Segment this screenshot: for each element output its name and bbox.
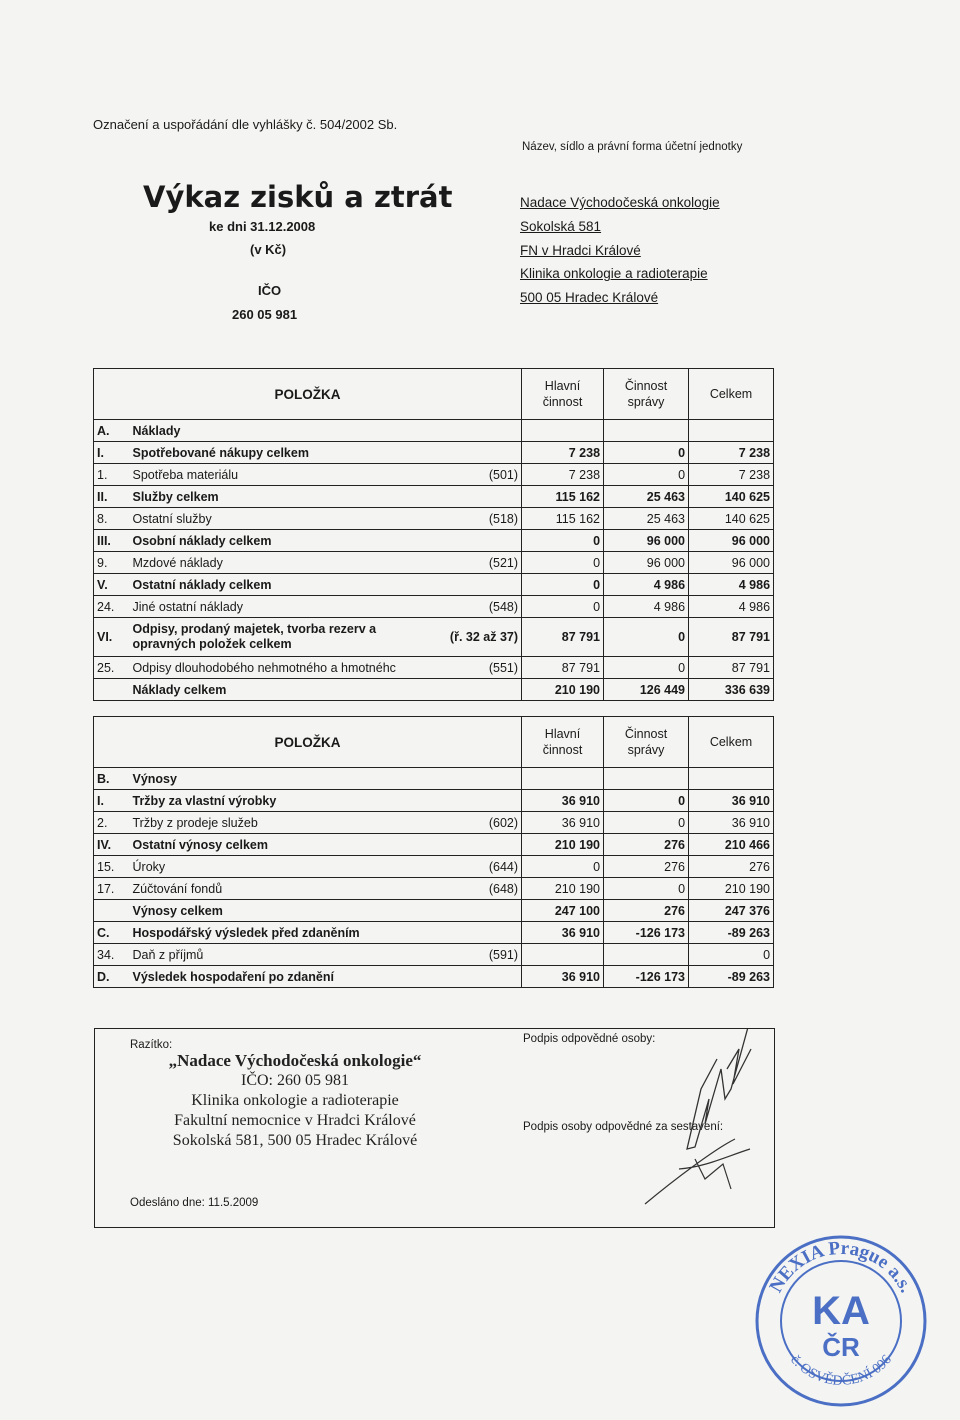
entity-street: Sokolská 581 bbox=[520, 218, 602, 234]
row-code: (591) bbox=[430, 944, 522, 966]
stamp-hospital: Fakultní nemocnice v Hradci Králové bbox=[174, 1112, 416, 1129]
row-label: Tržby za vlastní výrobky bbox=[130, 790, 430, 812]
row-code bbox=[430, 768, 522, 790]
row-mark: B. bbox=[94, 768, 130, 790]
row-label: Jiné ostatní náklady bbox=[130, 596, 430, 618]
handwritten-signature bbox=[635, 1029, 773, 1225]
row-code bbox=[430, 966, 522, 988]
row-mark: 25. bbox=[94, 657, 130, 679]
row-mark: 2. bbox=[94, 812, 130, 834]
row-admin-activity: 96 000 bbox=[604, 530, 689, 552]
table-row bbox=[94, 966, 774, 988]
ico-label: IČO bbox=[258, 283, 282, 298]
costs-header-row bbox=[94, 369, 774, 420]
preparer-signature-label: Podpis osoby odpovědné za sestavení: bbox=[523, 1121, 724, 1133]
row-total bbox=[689, 768, 774, 790]
row-label: Ostatní výnosy celkem bbox=[130, 834, 430, 856]
row-total: 0 bbox=[689, 944, 774, 966]
seal-center-bottom: ČR bbox=[822, 1332, 860, 1362]
row-main-activity: 87 791 bbox=[522, 657, 604, 679]
row-admin-activity: 96 000 bbox=[604, 552, 689, 574]
row-code: (ř. 32 až 37) bbox=[430, 618, 522, 657]
row-code: (551) bbox=[430, 657, 522, 679]
table-row bbox=[94, 922, 774, 944]
row-total: 87 791 bbox=[689, 618, 774, 657]
row-total: 140 625 bbox=[689, 508, 774, 530]
row-admin-activity: 126 449 bbox=[604, 679, 689, 701]
row-total: 4 986 bbox=[689, 574, 774, 596]
row-main-activity: 36 910 bbox=[522, 790, 604, 812]
row-label: Náklady bbox=[130, 420, 430, 442]
row-mark: 1. bbox=[94, 464, 130, 486]
table-row bbox=[94, 420, 774, 442]
row-code bbox=[430, 679, 522, 701]
row-label: Mzdové náklady bbox=[130, 552, 430, 574]
report-date: ke dni 31.12.2008 bbox=[209, 219, 316, 234]
row-admin-activity: 0 bbox=[604, 618, 689, 657]
row-admin-activity bbox=[604, 768, 689, 790]
row-total: 7 238 bbox=[689, 464, 774, 486]
row-admin-activity bbox=[604, 420, 689, 442]
row-main-activity: 0 bbox=[522, 596, 604, 618]
row-admin-activity: 0 bbox=[604, 790, 689, 812]
revenues-header-row bbox=[94, 717, 774, 768]
table-row bbox=[94, 464, 774, 486]
row-mark: 9. bbox=[94, 552, 130, 574]
table-row bbox=[94, 834, 774, 856]
row-code bbox=[430, 486, 522, 508]
row-total: 87 791 bbox=[689, 657, 774, 679]
row-mark: I. bbox=[94, 442, 130, 464]
row-mark: 34. bbox=[94, 944, 130, 966]
row-total: 336 639 bbox=[689, 679, 774, 701]
row-total: 96 000 bbox=[689, 530, 774, 552]
row-main-activity: 7 238 bbox=[522, 442, 604, 464]
signature-box bbox=[94, 1028, 775, 1228]
item-header: POLOŽKA bbox=[94, 369, 522, 420]
row-total: 140 625 bbox=[689, 486, 774, 508]
row-total: 36 910 bbox=[689, 812, 774, 834]
row-label: Osobní náklady celkem bbox=[130, 530, 430, 552]
entity-address bbox=[520, 191, 720, 310]
revenues-table bbox=[93, 716, 774, 988]
entity-city: 500 05 Hradec Králové bbox=[520, 290, 659, 306]
row-code: (548) bbox=[430, 596, 522, 618]
row-main-activity: 247 100 bbox=[522, 900, 604, 922]
row-total: -89 263 bbox=[689, 966, 774, 988]
row-code bbox=[430, 900, 522, 922]
row-label: Odpisy, prodaný majetek, tvorba rezerv a opravných položek celkem bbox=[130, 618, 430, 657]
row-main-activity: 210 190 bbox=[522, 834, 604, 856]
entity-name: Nadace Východočeská onkologie bbox=[520, 195, 720, 210]
row-mark: D. bbox=[94, 966, 130, 988]
row-mark: 17. bbox=[94, 878, 130, 900]
row-main-activity: 7 238 bbox=[522, 464, 604, 486]
row-mark: II. bbox=[94, 486, 130, 508]
row-admin-activity: 4 986 bbox=[604, 574, 689, 596]
row-mark: C. bbox=[94, 922, 130, 944]
table-row bbox=[94, 508, 774, 530]
table-row bbox=[94, 768, 774, 790]
table-row bbox=[94, 596, 774, 618]
admin-activity-header: Činnost správy bbox=[604, 717, 689, 768]
row-label: Spotřebované nákupy celkem bbox=[130, 442, 430, 464]
row-code bbox=[430, 922, 522, 944]
row-code bbox=[430, 530, 522, 552]
row-main-activity: 36 910 bbox=[522, 812, 604, 834]
entity-caption: Název, sídlo a právní forma účetní jednotky bbox=[522, 141, 743, 153]
row-total: 276 bbox=[689, 856, 774, 878]
row-admin-activity: 4 986 bbox=[604, 596, 689, 618]
row-label: Služby celkem bbox=[130, 486, 430, 508]
row-code: (644) bbox=[430, 856, 522, 878]
row-label: Úroky bbox=[130, 856, 430, 878]
row-total: 36 910 bbox=[689, 790, 774, 812]
row-admin-activity: 0 bbox=[604, 812, 689, 834]
row-admin-activity: 0 bbox=[604, 464, 689, 486]
row-admin-activity: 276 bbox=[604, 834, 689, 856]
row-total: 247 376 bbox=[689, 900, 774, 922]
row-main-activity: 0 bbox=[522, 552, 604, 574]
row-main-activity: 115 162 bbox=[522, 508, 604, 530]
total-header: Celkem bbox=[689, 717, 774, 768]
row-code bbox=[430, 420, 522, 442]
row-code: (501) bbox=[430, 464, 522, 486]
seal-bottom-text: č. OSVĚDČENÍ 096 bbox=[787, 1352, 895, 1389]
stamp-ico: IČO: 260 05 981 bbox=[241, 1072, 349, 1089]
row-mark: IV. bbox=[94, 834, 130, 856]
row-main-activity bbox=[522, 768, 604, 790]
row-main-activity: 115 162 bbox=[522, 486, 604, 508]
row-mark: III. bbox=[94, 530, 130, 552]
main-activity-header: Hlavní činnost bbox=[522, 717, 604, 768]
table-row bbox=[94, 530, 774, 552]
table-row bbox=[94, 790, 774, 812]
row-total: 96 000 bbox=[689, 552, 774, 574]
table-row bbox=[94, 679, 774, 701]
ico-value: 260 05 981 bbox=[232, 307, 298, 322]
organization-stamp bbox=[145, 1051, 445, 1151]
row-code bbox=[430, 790, 522, 812]
table-row bbox=[94, 442, 774, 464]
row-admin-activity: 0 bbox=[604, 442, 689, 464]
total-header: Celkem bbox=[689, 369, 774, 420]
row-main-activity: 210 190 bbox=[522, 679, 604, 701]
table-row bbox=[94, 812, 774, 834]
seal-center-top: KA bbox=[812, 1289, 870, 1333]
main-activity-header: Hlavní činnost bbox=[522, 369, 604, 420]
row-admin-activity: 276 bbox=[604, 856, 689, 878]
row-admin-activity: 0 bbox=[604, 878, 689, 900]
row-mark bbox=[94, 679, 130, 701]
row-label: Výnosy celkem bbox=[130, 900, 430, 922]
table-row bbox=[94, 574, 774, 596]
row-main-activity: 87 791 bbox=[522, 618, 604, 657]
row-label: Zúčtování fondů bbox=[130, 878, 430, 900]
row-code: (521) bbox=[430, 552, 522, 574]
row-admin-activity: 0 bbox=[604, 657, 689, 679]
row-admin-activity: 25 463 bbox=[604, 508, 689, 530]
row-label: Ostatní náklady celkem bbox=[130, 574, 430, 596]
table-row bbox=[94, 657, 774, 679]
row-label: Hospodářský výsledek před zdaněním bbox=[130, 922, 430, 944]
stamp-clinic: Klinika onkologie a radioterapie bbox=[191, 1092, 399, 1109]
table-row bbox=[94, 856, 774, 878]
row-main-activity: 0 bbox=[522, 530, 604, 552]
table-row bbox=[94, 552, 774, 574]
row-code: (648) bbox=[430, 878, 522, 900]
entity-hospital: FN v Hradci Králové bbox=[520, 242, 641, 258]
row-label: Daň z příjmů bbox=[130, 944, 430, 966]
row-total: 4 986 bbox=[689, 596, 774, 618]
row-total: 210 190 bbox=[689, 878, 774, 900]
row-main-activity: 0 bbox=[522, 574, 604, 596]
row-main-activity: 0 bbox=[522, 856, 604, 878]
row-mark: V. bbox=[94, 574, 130, 596]
row-total: 7 238 bbox=[689, 442, 774, 464]
row-code: (602) bbox=[430, 812, 522, 834]
row-admin-activity: 276 bbox=[604, 900, 689, 922]
row-mark bbox=[94, 900, 130, 922]
admin-activity-header: Činnost správy bbox=[604, 369, 689, 420]
row-label: Spotřeba materiálu bbox=[130, 464, 430, 486]
stamp-name: „Nadace Východočeská onkologie“ bbox=[168, 1051, 422, 1070]
costs-table bbox=[93, 368, 774, 701]
row-main-activity: 36 910 bbox=[522, 922, 604, 944]
row-total bbox=[689, 420, 774, 442]
sent-date: Odesláno dne: 11.5.2009 bbox=[130, 1197, 259, 1209]
table-row bbox=[94, 944, 774, 966]
row-main-activity bbox=[522, 420, 604, 442]
seal-ring-text: NEXIA Prague a.s. bbox=[765, 1237, 917, 1297]
report-currency: (v Kč) bbox=[250, 242, 287, 257]
row-code: (518) bbox=[430, 508, 522, 530]
table-row bbox=[94, 900, 774, 922]
stamp-address: Sokolská 581, 500 05 Hradec Králové bbox=[172, 1132, 418, 1149]
row-label: Výsledek hospodaření po zdanění bbox=[130, 966, 430, 988]
row-total: -89 263 bbox=[689, 922, 774, 944]
row-admin-activity bbox=[604, 944, 689, 966]
row-main-activity: 36 910 bbox=[522, 966, 604, 988]
row-total: 210 466 bbox=[689, 834, 774, 856]
responsible-signature-label: Podpis odpovědné osoby: bbox=[523, 1033, 656, 1045]
row-admin-activity: -126 173 bbox=[604, 922, 689, 944]
row-mark: 15. bbox=[94, 856, 130, 878]
row-label: Odpisy dlouhodobého nehmotného a hmotnéhc bbox=[130, 657, 430, 679]
row-mark: 24. bbox=[94, 596, 130, 618]
row-main-activity bbox=[522, 944, 604, 966]
row-admin-activity: 25 463 bbox=[604, 486, 689, 508]
regulation-note: Označení a uspořádání dle vyhlášky č. 504/2002 Sb. bbox=[93, 117, 398, 132]
entity-clinic: Klinika onkologie a radioterapie bbox=[520, 266, 708, 282]
row-label: Výnosy bbox=[130, 768, 430, 790]
row-code bbox=[430, 834, 522, 856]
row-label: Ostatní služby bbox=[130, 508, 430, 530]
row-main-activity: 210 190 bbox=[522, 878, 604, 900]
row-mark: VI. bbox=[94, 618, 130, 657]
row-code bbox=[430, 574, 522, 596]
table-row bbox=[94, 618, 774, 657]
item-header: POLOŽKA bbox=[94, 717, 522, 768]
auditor-seal bbox=[752, 1232, 930, 1410]
row-mark: A. bbox=[94, 420, 130, 442]
table-row bbox=[94, 878, 774, 900]
report-title: Výkaz zisků a ztrát bbox=[143, 180, 453, 214]
row-code bbox=[430, 442, 522, 464]
row-mark: 8. bbox=[94, 508, 130, 530]
row-mark: I. bbox=[94, 790, 130, 812]
stamp-label: Razítko: bbox=[130, 1039, 173, 1051]
row-label: Náklady celkem bbox=[130, 679, 430, 701]
row-label: Tržby z prodeje služeb bbox=[130, 812, 430, 834]
table-row bbox=[94, 486, 774, 508]
row-admin-activity: -126 173 bbox=[604, 966, 689, 988]
